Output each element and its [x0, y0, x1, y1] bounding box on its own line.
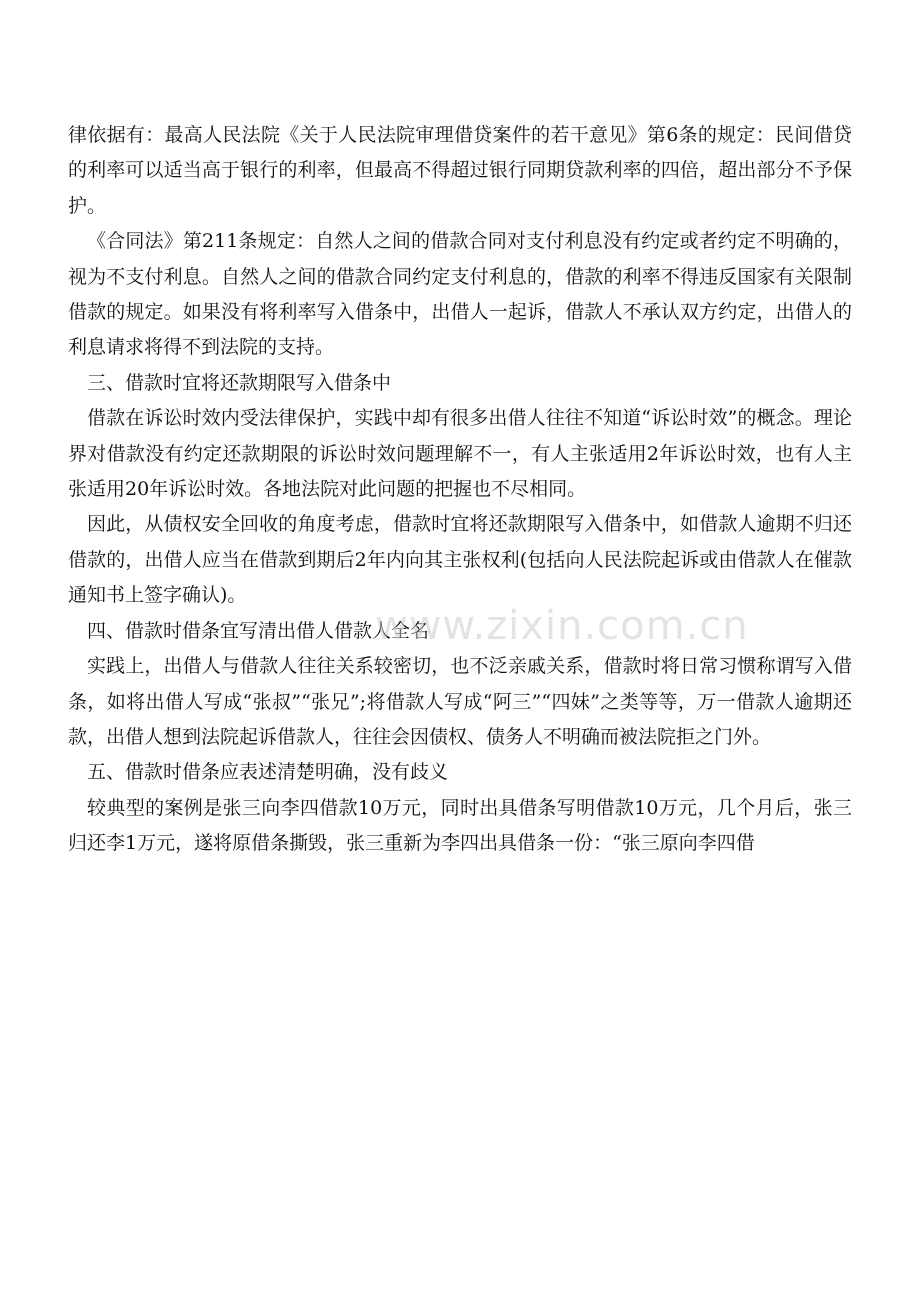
paragraph-contract-law-211: 《合同法》第211条规定：自然人之间的借款合同对支付利息没有约定或者约定不明确的，视为不支付利息。自然人之间的借款合同约定支付利息的，借款的利率不得违反国家有关限制借款的规定。如果没有将利率写入借条中，出借人一起诉，借款人不承认双方约定，出借人的利息请求将得不到法院的支持。 [68, 230, 852, 359]
paragraph-limitation-period: 借款在诉讼时效内受法律保护，实践中却有很多出借人往往不知道“诉讼时效”的概念。理论界对借款没有约定还款期限的诉讼时效问题理解不一，有人主张适用2年诉讼时效，也有人主张适用20年诉讼时效。各地法院对此问题的把握也不尽相同。 [68, 407, 852, 501]
document-body [68, 118, 852, 862]
section-heading-3: 三、借款时宜将还款期限写入借条中 [87, 371, 392, 394]
section-heading-4: 四、借款时借条宜写清出借人借款人全名 [87, 619, 430, 642]
paragraph-legal-basis: 律依据有：最高人民法院《关于人民法院审理借贷案件的若干意见》第6条的规定：民间借贷的利率可以适当高于银行的利率，但最高不得超过银行同期贷款利率的四倍，超出部分不予保护。 [68, 124, 852, 217]
section-heading-5: 五、借款时借条应表述清楚明确，没有歧义 [87, 761, 449, 784]
paragraph-repayment-deadline: 因此，从债权安全回收的角度考虑，借款时宜将还款期限写入借条中，如借款人逾期不归还借款的，出借人应当在借款到期后2年内向其主张权利(包括向人民法院起诉或由借款人在催款通知书上签字确认)。 [68, 513, 852, 607]
paragraph-full-names: 实践上，出借人与借款人往往关系较密切，也不泛亲戚关系，借款时将日常习惯称谓写入借条，如将出借人写成“张叔”“张兄”;将借款人写成“阿三”“四妹”之类等等，万一借款人逾期还款，出借人想到法院起诉借款人，往往会因债权、债务人不明确而被法院拒之门外。 [68, 655, 852, 748]
paragraph-typical-case: 较典型的案例是张三向李四借款10万元，同时出具借条写明借款10万元，几个月后，张三归还李1万元，遂将原借条撕毁，张三重新为李四出具借条一份：“张三原向李四借 [68, 796, 852, 855]
watermark: www.zixin.com.cn [375, 603, 749, 649]
